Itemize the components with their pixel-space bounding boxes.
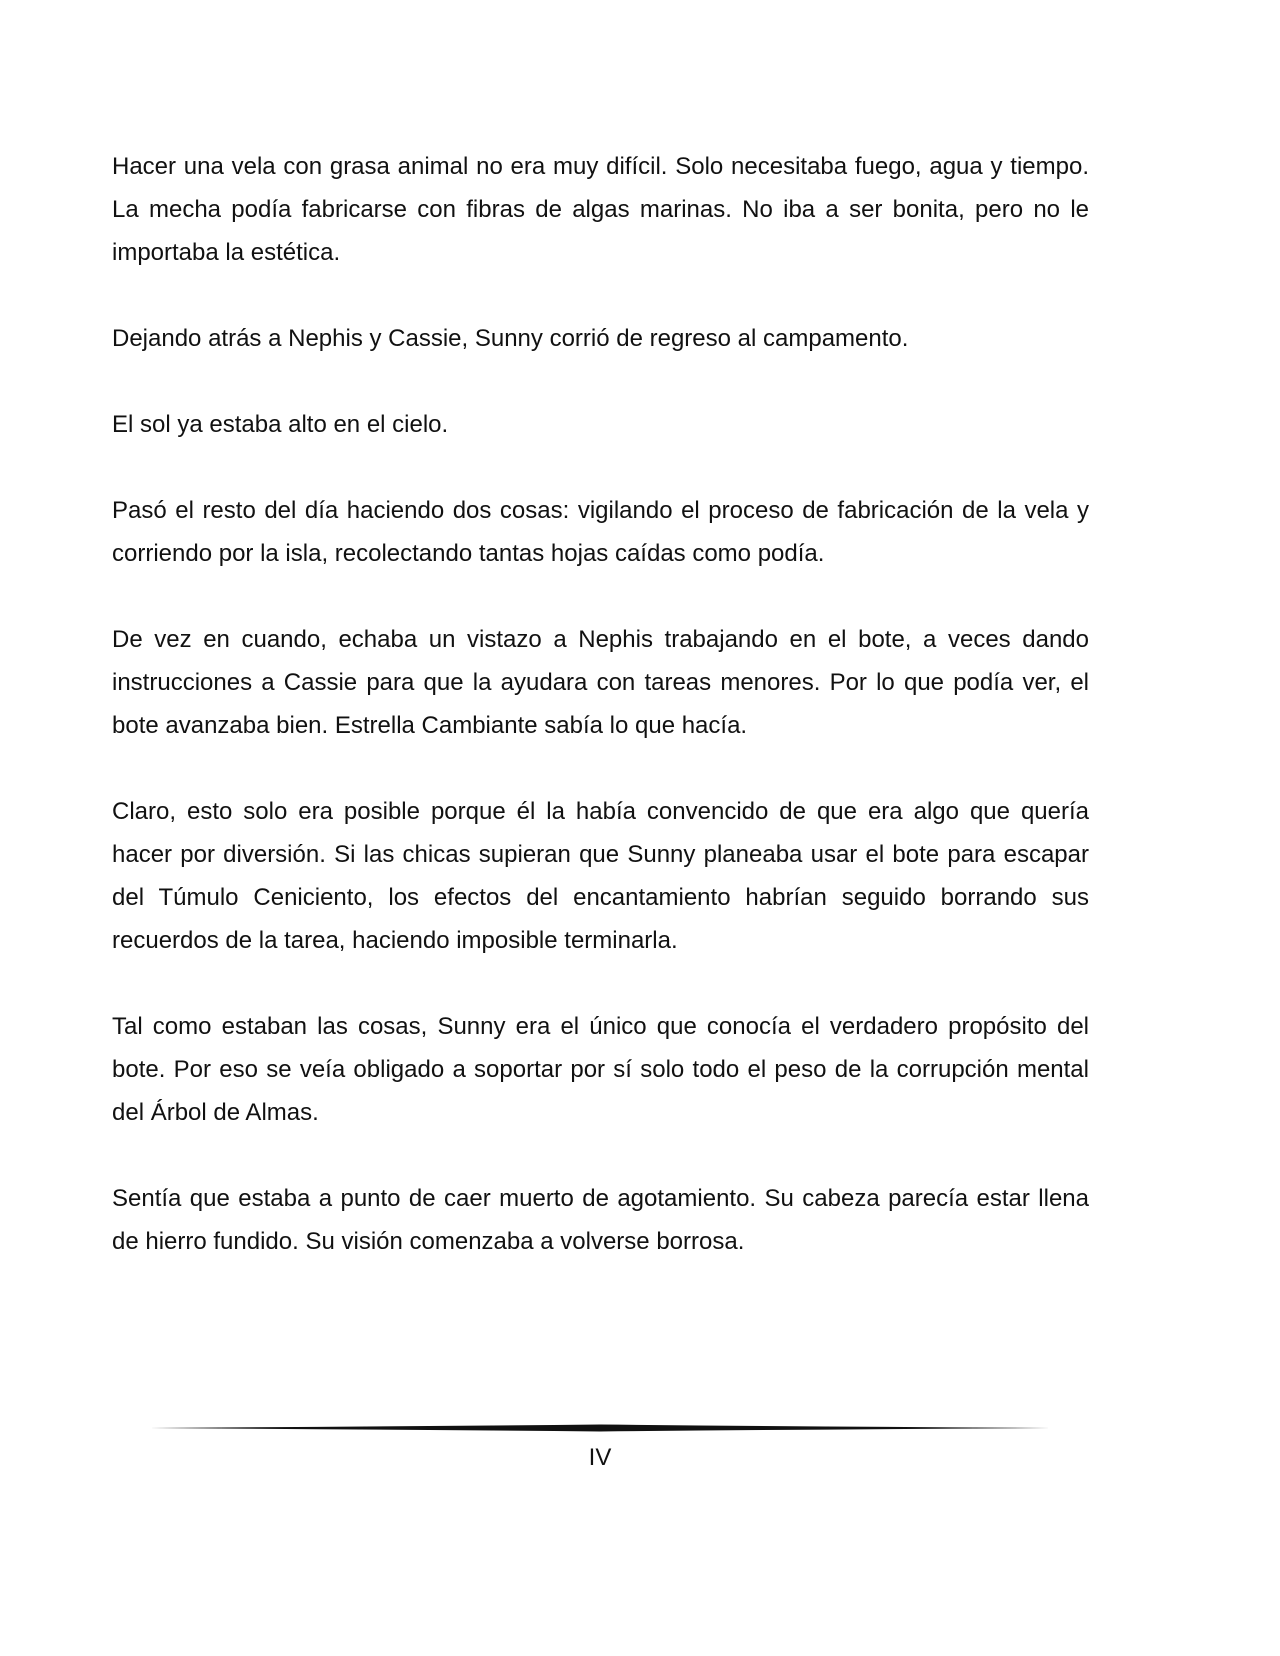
paragraph: El sol ya estaba alto en el cielo. bbox=[112, 411, 449, 438]
paragraph: Sentía que estaba a punto de caer muerto de agotamiento. Su cabeza parecía estar llena de hierro fundido. Su visión comenzaba a volverse borrosa. bbox=[112, 1185, 1089, 1255]
page-body bbox=[112, 145, 1089, 1306]
page-number: IV bbox=[588, 1444, 612, 1471]
paragraph: Hacer una vela con grasa animal no era muy difícil. Solo necesitaba fuego, agua y tiempo. La mecha podía fabricarse con fibras de algas marinas. No iba a ser bonita, pero no le importaba la estética. bbox=[112, 153, 1089, 266]
paragraph: Claro, esto solo era posible porque él la había convencido de que era algo que quería hacer por diversión. Si las chicas supieran que Sunny planeaba usar el bote para escapar del Túmulo Ceniciento, los efectos del encantamiento habrían seguido borrando sus recuerdos de la tarea, haciendo imposible terminarla. bbox=[112, 798, 1089, 954]
paragraph: Tal como estaban las cosas, Sunny era el único que conocía el verdadero propósito del bote. Por eso se veía obligado a soportar por sí solo todo el peso de la corrupción mental del Árbol de Almas. bbox=[112, 1013, 1089, 1126]
paragraph: Dejando atrás a Nephis y Cassie, Sunny corrió de regreso al campamento. bbox=[112, 325, 909, 352]
footer-divider bbox=[150, 1418, 1050, 1438]
paragraph: De vez en cuando, echaba un vistazo a Nephis trabajando en el bote, a veces dando instrucciones a Cassie para que la ayudara con tareas menores. Por lo que podía ver, el bote avanzaba bien. Estrella Cambiante sabía lo que hacía. bbox=[112, 626, 1089, 739]
paragraph: Pasó el resto del día haciendo dos cosas: vigilando el proceso de fabricación de la vela y corriendo por la isla, recolectando tantas hojas caídas como podía. bbox=[112, 497, 1089, 567]
